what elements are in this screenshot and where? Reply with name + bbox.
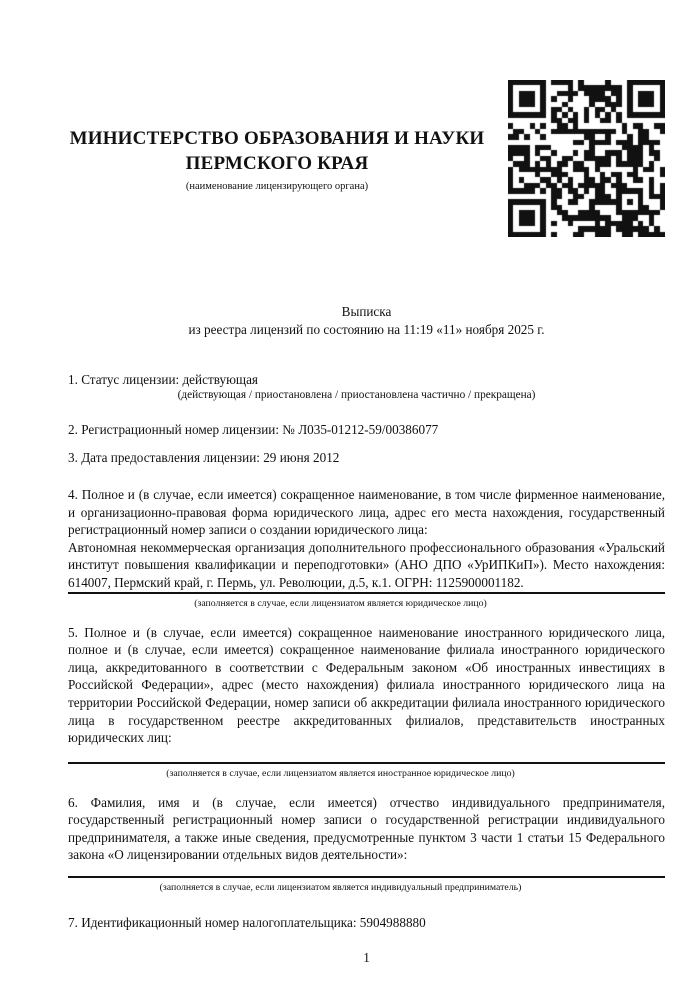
item-legal-entity-value: Автономная некоммерческая организация дополнительного профессионального образования «Уральский институт повышения квалификации и переподготовки» (АНО ДПО «УрИПКиП»). Место нахождения: 614007, Пермский край, г. Пермь, ул. Революции, д.5, к.1. ОГРН: 1125900001182. [68,539,665,590]
legal-entity-note: (заполняется в случае, если лицензиатом является юридическое лицо) [194,597,487,609]
item-grant-date: 3. Дата предоставления лицензии: 29 июня 2012 [68,450,340,466]
ministry-caption: (наименование лицензирующего органа) [185,181,369,192]
extract-status-line: из реестра лицензий по состоянию на 11:19 «11» ноября 2025 г. [188,321,545,337]
document-header [68,80,665,237]
foreign-entity-fill-line [68,762,665,764]
ministry-name-line1: МИНИСТЕРСТВО ОБРАЗОВАНИЯ И НАУКИ [69,128,485,149]
license-status-options-note: (действующая / приостановлена / приостановлена частично / прекращена) [177,388,536,401]
ministry-name-line2: ПЕРМСКОГО КРАЯ [185,153,369,174]
entrepreneur-note: (заполняется в случае, если лицензиатом является индивидуальный предприниматель) [159,882,522,894]
item-legal-entity-label: 4. Полное и (в случае, если имеется) сокращенное наименование, в том числе фирменное наименование, и организационно-правовая форма юридического лица, адрес его места нахождения, государственный регистрационный номер записи о создании юридического лица: [68,486,665,538]
page-number: 1 [363,949,370,965]
extract-heading: Выписка [341,304,392,319]
item-foreign-entity-label: 5. Полное и (в случае, если имеется) сокращенное наименование иностранного юридического лица, полное и (в случае, если имеется) сокращенное наименование филиала иностранного юридического лица, аккредитованного в соответствии с Федеральным законом «Об иностранных инвестициях в Российской Федерации», адрес (место нахождения) филиала иностранного юридического лица на территории Российской Федерации, номер записи об аккредитации филиала иностранного юридического лица в государственном реестре аккредитованных филиалов, представительств иностранных юридических лиц: [68,624,665,746]
licensing-authority-block [68,80,508,193]
extract-title-block [68,303,665,338]
item-taxpayer-number: 7. Идентификационный номер налогоплательщика: 5904988880 [68,915,426,931]
item-entrepreneur-label: 6. Фамилия, имя и (в случае, если имеется) отчество индивидуального предпринимателя, государственный регистрационный номер записи о государственной регистрации индивидуального предпринимателя, а также иные сведения, предусмотренные пунктом 3 части 1 статьи 15 Федерального закона «О лицензировании отдельных видов деятельности»: [68,794,665,863]
item-license-status: 1. Статус лицензии: действующая [68,372,259,388]
legal-entity-fill-line [68,592,665,594]
item-registration-number: 2. Регистрационный номер лицензии: № Л035-01212-59/00386077 [68,421,439,437]
entrepreneur-fill-line [68,876,665,878]
qr-code-icon [508,80,665,237]
foreign-entity-note: (заполняется в случае, если лицензиатом является иностранное юридическое лицо) [166,767,515,779]
